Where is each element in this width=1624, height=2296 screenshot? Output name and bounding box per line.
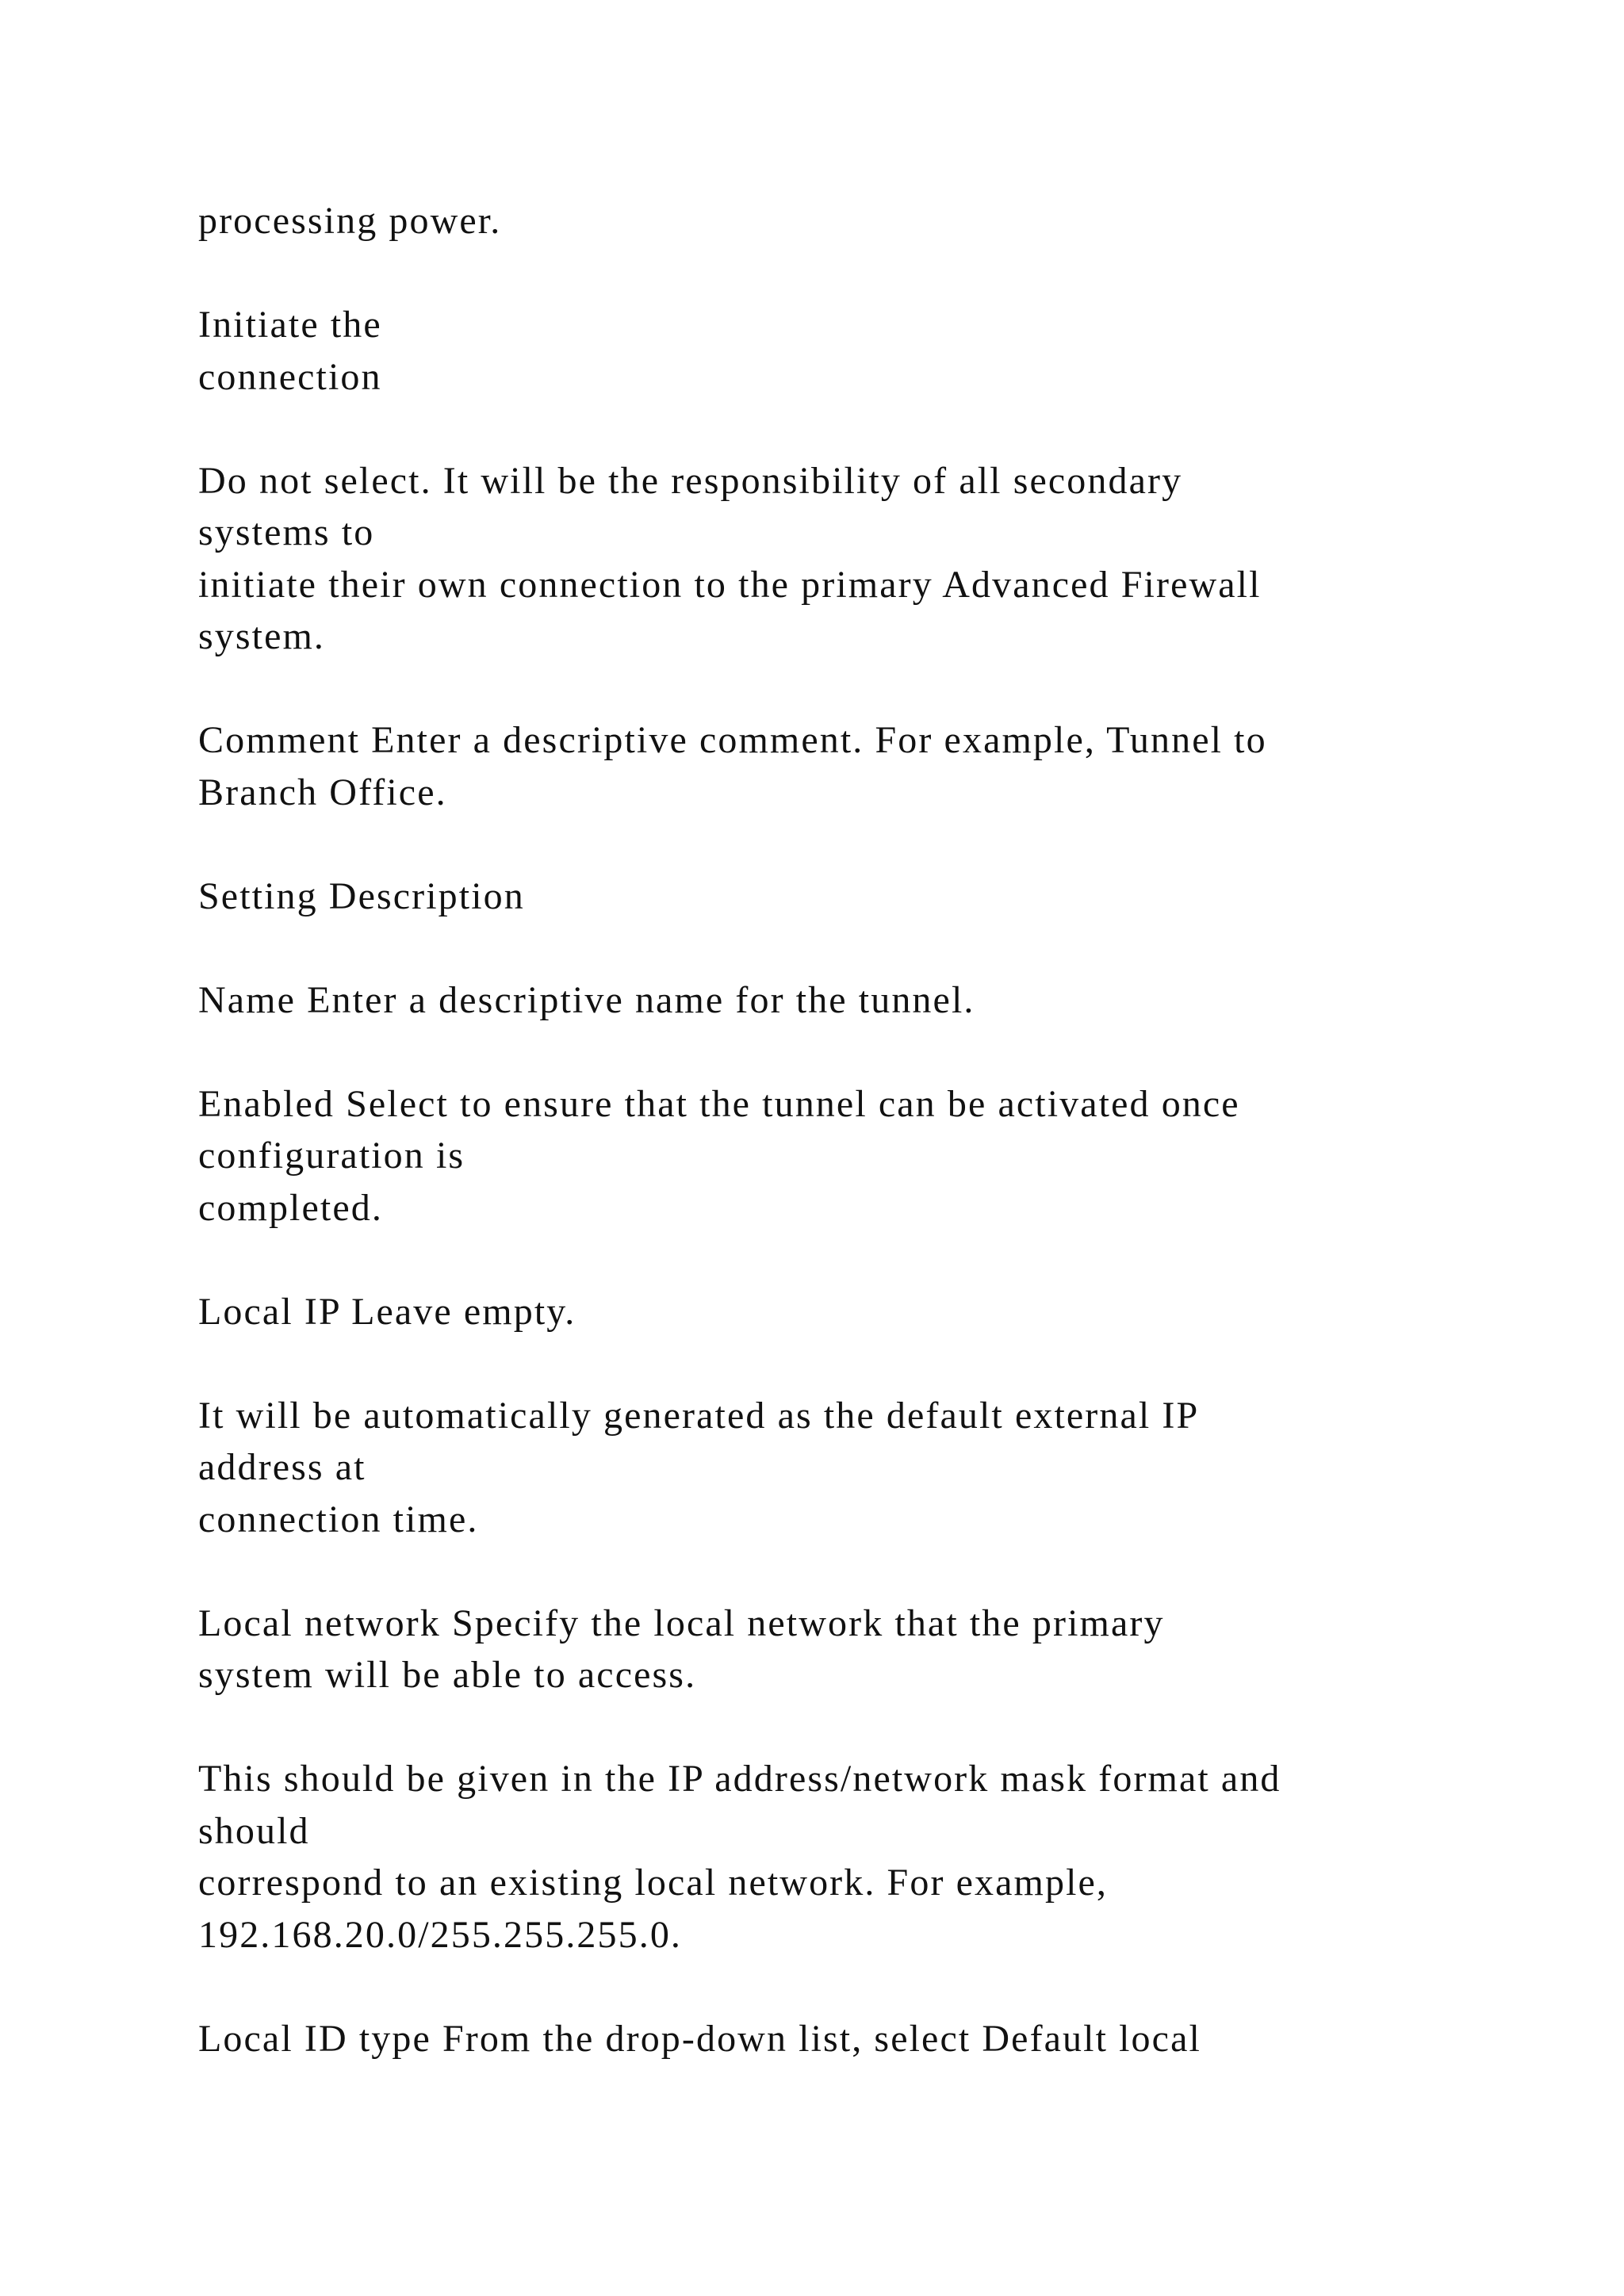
text-line: Comment Enter a descriptive comment. For example, Tunnel to (198, 719, 1267, 761)
text-line: initiate their own connection to the primary Advanced Firewall (198, 563, 1262, 606)
text-line: connection (198, 355, 382, 398)
paragraph-auto-generated (198, 1390, 1515, 1546)
text-line: It will be automatically generated as the default external IP (198, 1394, 1200, 1437)
text-line: Local IP Leave empty. (198, 1290, 576, 1333)
document-body (198, 195, 1515, 2117)
text-line: system will be able to access. (198, 1654, 697, 1696)
paragraph-enabled (198, 1078, 1515, 1234)
text-line: connection time. (198, 1498, 479, 1540)
text-line: system. (198, 615, 326, 657)
text-line: Local network Specify the local network that the primary (198, 1601, 1165, 1644)
text-line: systems to (198, 511, 375, 553)
paragraph-ip-format (198, 1753, 1515, 1961)
text-line: Do not select. It will be the responsibility of all secondary (198, 459, 1183, 502)
text-line: This should be given in the IP address/network mask format and (198, 1758, 1281, 1800)
text-line: completed. (198, 1186, 383, 1229)
paragraph-initiate-connection (198, 299, 1515, 403)
text-line: Local ID type From the drop-down list, select Default local (198, 2017, 1201, 2060)
paragraph-setting-description (198, 871, 1515, 923)
text-line: processing power. (198, 200, 502, 242)
paragraph-comment (198, 714, 1515, 818)
paragraph-name (198, 974, 1515, 1027)
text-line: Enabled Select to ensure that the tunnel can be activated once (198, 1082, 1240, 1125)
text-line: Setting Description (198, 874, 525, 917)
text-line: address at (198, 1446, 366, 1488)
text-line: Branch Office. (198, 771, 447, 813)
text-line: configuration is (198, 1135, 465, 1177)
text-line: 192.168.20.0/255.255.255.0. (198, 1913, 683, 1956)
paragraph-local-ip (198, 1286, 1515, 1338)
text-line: Initiate the (198, 304, 382, 346)
text-line: correspond to an existing local network. For example, (198, 1862, 1109, 1904)
paragraph-processing-power (198, 195, 1515, 247)
paragraph-local-id-type (198, 2013, 1515, 2065)
paragraph-local-network (198, 1598, 1515, 1701)
paragraph-do-not-select (198, 455, 1515, 663)
text-line: Name Enter a descriptive name for the tunnel. (198, 978, 975, 1021)
text-line: should (198, 1809, 310, 1852)
